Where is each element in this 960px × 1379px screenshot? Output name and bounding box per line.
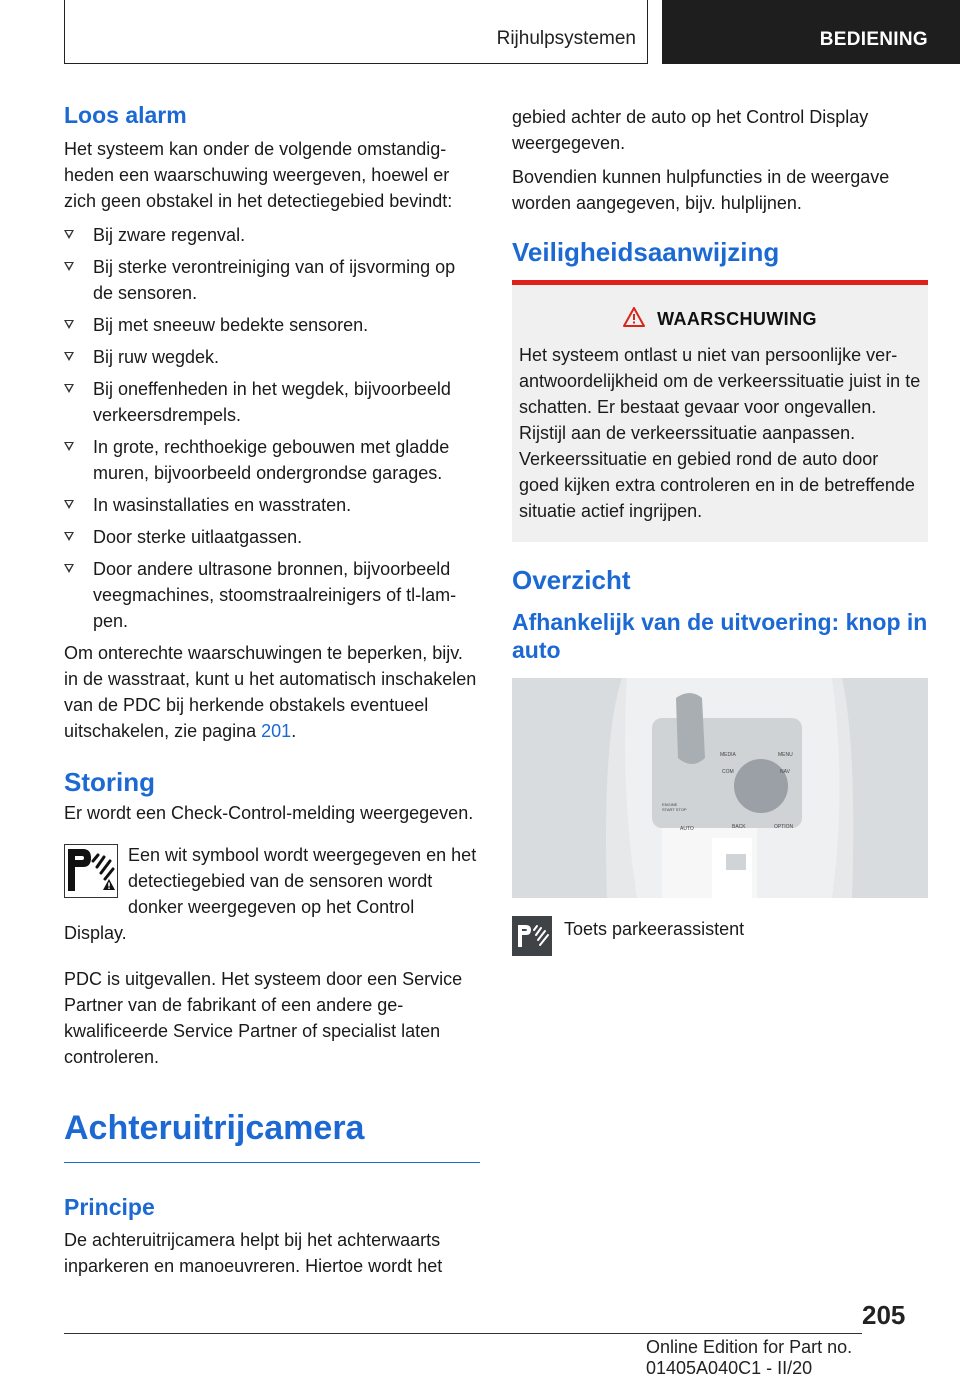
figure-caption (512, 916, 928, 956)
section-title: Rijhulpsystemen (496, 28, 636, 49)
list-item: Door sterke uitlaatgassen. (64, 524, 480, 550)
warning-text: Het systeem ontlast u niet van persoonlijke verantwoordelijkheid om de verkeerssituatie juist in te schatten. Er bestaat gevaar voor ongevallen. Rijstijl aan de verkeerssituatie aanpassen. Verkeerssituatie en gebied rond de auto door goed kijken extra controleren en in de betreffende situatie actief ingrijpen. (519, 345, 921, 521)
triangle-bullet-icon (64, 500, 74, 509)
photo-label: AUTO (680, 826, 694, 832)
variant-subheading: Afhankelijk van de uitvoering: knop in auto (512, 609, 928, 663)
photo-label: ENGINE START STOP (662, 802, 687, 812)
photo-label: MENU (778, 752, 793, 758)
storing-text-2: Een wit symbool wordt weergegeven en het detectiegebied van de sensoren wordt donker weergegeven op het Control Display. (64, 845, 477, 943)
storing-text-1: Er wordt een Check-Control-melding weergegeven. (64, 803, 474, 823)
warning-box (512, 280, 928, 542)
right-column (512, 104, 928, 956)
warning-label: WAARSCHUWING (657, 309, 817, 329)
list-item: Bij ruw wegdek. (64, 344, 480, 370)
parking-assistant-button-icon (512, 916, 552, 956)
photo-label: MEDIA (720, 752, 736, 758)
overview-heading: Overzicht (512, 565, 631, 595)
triangle-bullet-icon (64, 352, 74, 361)
triangle-bullet-icon (64, 564, 74, 573)
edition-text: Online Edition for Part no. 01405A040C1 - II/20 (646, 1337, 853, 1378)
warning-header (519, 307, 921, 332)
camera-heading: Achteruitrijcamera (64, 1106, 480, 1163)
pdc-failure-icon (64, 844, 118, 898)
photo-label: OPTION (774, 824, 794, 830)
camera-text-2: Bovendien kunnen hulpfuncties in de weergave worden aangegeven, bijv. hulplijnen. (512, 167, 890, 213)
triangle-bullet-icon (64, 230, 74, 239)
caption-text: Toets parkeerassistent (564, 919, 745, 939)
page-number: 205 (862, 1300, 906, 1330)
chapter-title: BEDIENING (819, 29, 928, 50)
footer-rule (64, 1333, 862, 1334)
header-tab-right (662, 0, 960, 64)
left-column (64, 100, 480, 1287)
list-item: In grote, rechthoekige gebouwen met gladde muren, bijvoorbeeld ondergrondse garages. (64, 434, 480, 486)
principe-text: De achteruitrijcamera helpt bij het achterwaarts inparkeren en manoeuvreren. Hiertoe wordt het (64, 1230, 443, 1276)
safety-heading: Veiligheidsaanwijzing (512, 237, 780, 267)
list-item: Bij oneffenheden in het wegdek, bijvoorbeeld verkeersdrempels. (64, 376, 480, 428)
triangle-bullet-icon (64, 262, 74, 271)
list-item: In wasinstallaties en wasstraten. (64, 492, 480, 518)
symbol-block (64, 842, 480, 946)
principe-heading: Principe (64, 1194, 155, 1220)
photo-label: NAV (780, 769, 790, 775)
page-link[interactable]: 201 (261, 721, 292, 741)
list-item: Bij zware regenval. (64, 222, 480, 248)
camera-text-1: gebied achter de auto op het Control Display weergegeven. (512, 107, 869, 153)
photo-label: BACK (732, 824, 746, 830)
triangle-bullet-icon (64, 320, 74, 329)
list-item: Door andere ultrasone bronnen, bijvoorbeeld veegmachines, stoomstraalreinigers of tl-lampen. (64, 556, 480, 634)
loos-alarm-heading: Loos alarm (64, 102, 187, 128)
triangle-bullet-icon (64, 442, 74, 451)
center-console-photo (512, 678, 928, 898)
list-item: Bij met sneeuw bedekte sensoren. (64, 312, 480, 338)
storing-heading: Storing (64, 767, 155, 797)
triangle-bullet-icon (64, 384, 74, 393)
loos-alarm-outro: Om onterechte waarschuwingen te beperken, bijv. in de wasstraat, kunt u het automatisch inschakelen van de PDC bij herkende obstakels eventueel uitschakelen, zie pagina 201. (64, 643, 477, 741)
loos-alarm-intro: Het systeem kan onder de volgende omstandigheden een waarschuwing weergeven, hoewel er zich geen obstakel in het detectiegebied bevindt: (64, 139, 453, 211)
warning-triangle-icon (623, 307, 645, 332)
triangle-bullet-icon (64, 532, 74, 541)
list-item: Bij sterke verontreiniging van of ijsvorming op de sensoren. (64, 254, 480, 306)
loos-alarm-list (64, 222, 480, 634)
storing-text-3: PDC is uitgevallen. Het systeem door een Service Partner van de fabrikant of een andere gekwalificeerde Service Partner of specialist laten controleren. (64, 969, 463, 1067)
photo-label: COM (722, 769, 734, 775)
